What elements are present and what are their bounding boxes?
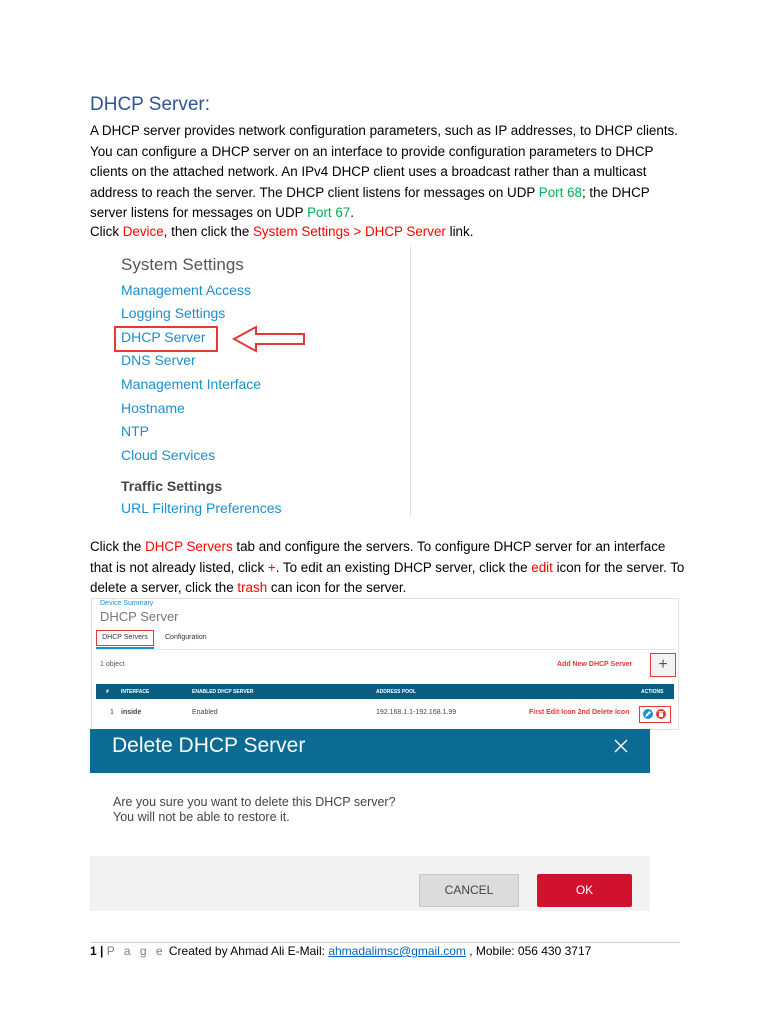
link-management-access[interactable]: Management Access: [121, 282, 251, 298]
col-enabled: ENABLED DHCP SERVER: [192, 689, 254, 695]
dialog-message-line-2: You will not be able to restore it.: [113, 810, 290, 824]
col-actions: ACTIONS: [641, 689, 664, 695]
page-footer: [90, 944, 591, 958]
col-interface: INTERFACE: [121, 689, 150, 695]
col-number: #: [106, 689, 109, 695]
cfg-text-1: Click the: [90, 539, 146, 554]
intro-text: A DHCP server provides network configuration parameters, such as IP addresses, to DHCP clients. You can configure a DHCP server on an interface to provide configuration parameters to DHCP clients on the attached network. An IPv4 DHCP client uses a broadcast rather than a multicast address to reach the server. The DHCP client listens for messages on UDP: [90, 123, 678, 200]
action-icons-highlight: [639, 706, 671, 723]
tab-dhcp-servers[interactable]: DHCP Servers: [96, 630, 154, 646]
footer-credit: Created by Ahmad Ali E-Mail:: [168, 944, 325, 958]
intro-paragraph: [90, 121, 690, 224]
add-server-annotation: Add New DHCP Server: [557, 661, 633, 668]
intro-text-end: .: [350, 205, 354, 220]
edit-keyword: edit: [531, 559, 553, 575]
link-hostname[interactable]: Hostname: [121, 400, 185, 416]
port-68: Port 68: [538, 184, 582, 200]
tab-configuration[interactable]: Configuration: [165, 634, 207, 641]
page-word: P a g e: [106, 944, 166, 958]
dialog-title: Delete DHCP Server: [112, 734, 306, 757]
table-header: [96, 684, 674, 699]
system-settings-screenshot: [92, 246, 411, 516]
system-settings-title: System Settings: [121, 255, 244, 274]
nav-text-2: , then click the: [163, 224, 253, 239]
port-67: Port 67: [307, 205, 351, 220]
trash-keyword: trash: [237, 580, 268, 595]
nav-text-1: Click: [90, 224, 123, 239]
configure-instruction: [90, 537, 690, 599]
breadcrumb[interactable]: Device Summary: [100, 600, 154, 607]
email-link[interactable]: ahmadalimsc@gmail.com: [328, 944, 466, 958]
tab-divider: [96, 649, 674, 650]
page-title: DHCP Server: [100, 609, 179, 624]
dialog-header: [90, 729, 650, 773]
link-management-interface[interactable]: Management Interface: [121, 376, 262, 392]
footer-mobile: , Mobile: 056 430 3717: [469, 944, 592, 958]
page-number: 1: [90, 944, 97, 958]
settings-path: System Settings > DHCP Server: [253, 224, 446, 239]
cfg-text-3: . To edit an existing DHCP server, click the: [275, 559, 532, 575]
link-dhcp-server[interactable]: DHCP Server: [121, 329, 206, 345]
dhcp-highlight-box: [114, 326, 218, 352]
ok-button[interactable]: OK: [537, 874, 632, 907]
link-cloud-services[interactable]: Cloud Services: [121, 447, 216, 463]
dhcp-server-screenshot: [91, 598, 679, 730]
dialog-footer: [90, 856, 650, 911]
cfg-text-4: icon for the server. To delete a server, click the: [90, 559, 685, 595]
link-url-filtering[interactable]: URL Filtering Preferences: [121, 500, 282, 516]
footer-divider: [90, 942, 680, 943]
row-address-pool: 192.168.1.1-192.168.1.99: [376, 709, 457, 716]
traffic-settings-heading: Traffic Settings: [121, 478, 223, 494]
device-keyword: Device: [122, 224, 164, 239]
dhcp-servers-keyword: DHCP Servers: [145, 539, 233, 554]
edit-icon[interactable]: [643, 709, 653, 719]
footer-separator: |: [100, 944, 104, 958]
add-server-button[interactable]: +: [650, 653, 676, 677]
section-heading: DHCP Server:: [90, 94, 211, 115]
intro-text-mid: ; the DHCP server listens for messages on UDP: [90, 184, 650, 220]
col-address-pool: ADDRESS POOL: [376, 689, 417, 695]
plus-keyword: +: [267, 559, 276, 575]
left-arrow-icon: [232, 325, 308, 353]
row-number: 1: [110, 709, 114, 716]
delete-icon[interactable]: [656, 709, 666, 719]
cfg-text-2: tab and configure the servers. To configure DHCP server for an interface that is not already listed, click: [90, 539, 666, 575]
row-interface: inside: [121, 709, 142, 716]
cancel-button[interactable]: CANCEL: [419, 874, 519, 907]
navigation-instruction: [90, 222, 690, 243]
link-dns-server[interactable]: DNS Server: [121, 352, 196, 368]
dialog-message-line-1: Are you sure you want to delete this DHCP server?: [113, 795, 396, 809]
nav-text-3: link.: [445, 224, 474, 239]
table-row: [96, 703, 674, 725]
object-count: 1 object: [100, 661, 125, 668]
icon-annotation: First Edit Icon 2nd Delete Icon: [529, 709, 630, 716]
link-ntp[interactable]: NTP: [121, 423, 149, 439]
close-icon[interactable]: [613, 738, 629, 754]
link-logging-settings[interactable]: Logging Settings: [121, 305, 226, 321]
cfg-text-5: can icon for the server.: [267, 580, 407, 595]
dialog-message: [113, 795, 396, 825]
row-enabled: Enabled: [192, 709, 218, 716]
